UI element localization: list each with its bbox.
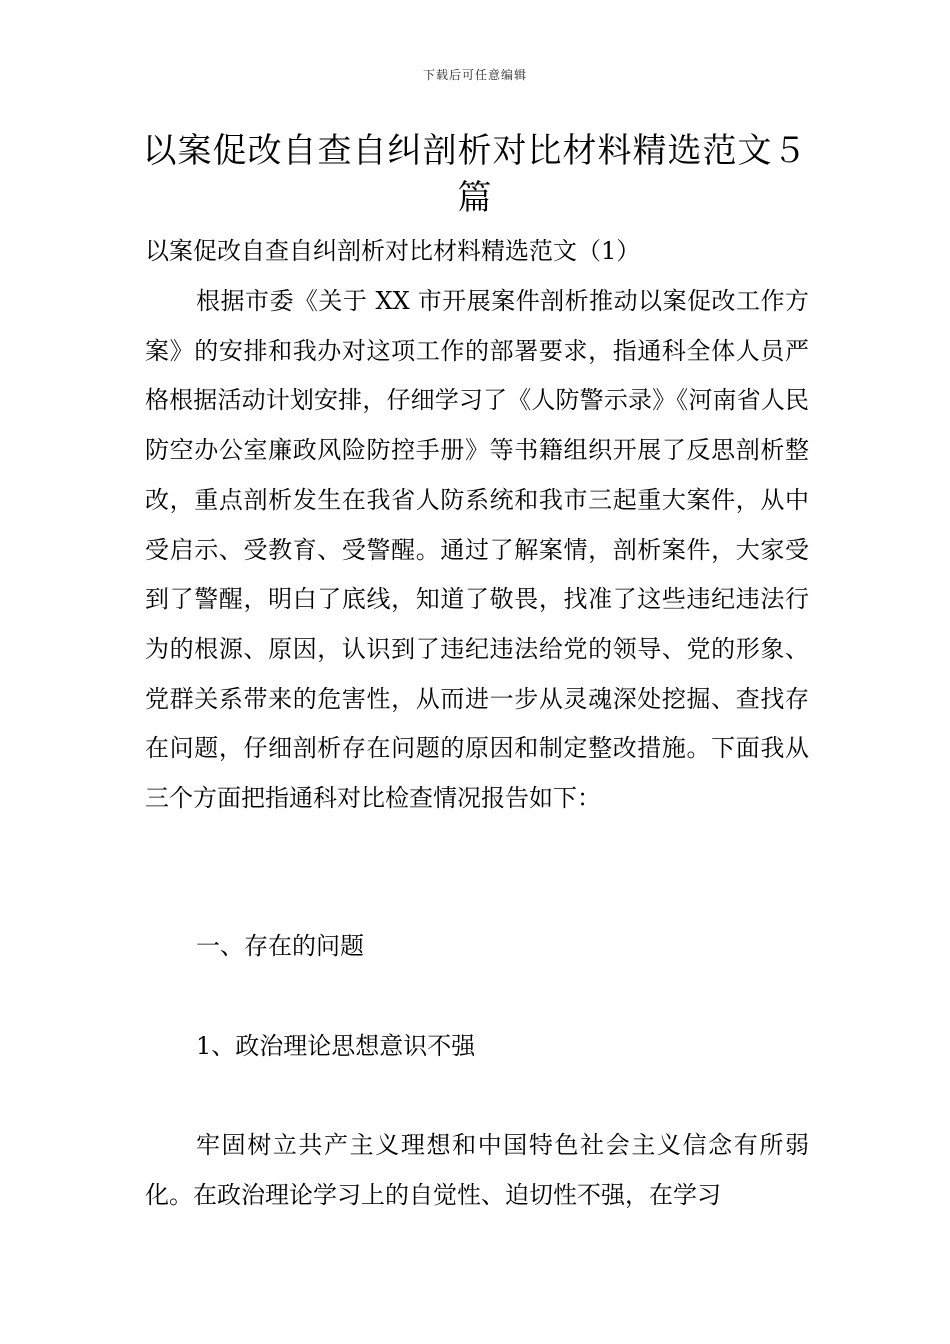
intro-paragraph: 根据市委《关于 XX 市开展案件剖析推动以案促改工作方案》的安排和我办对这项工作的部署要求，指通科全体人员严格根据活动计划安排，仔细学习了《人防警示录》《河南省人民防空办公室廉政风险防控手册》等书籍组织开展了反思剖析整改，重点剖析发生在我省人防系统和我市三起重大案件，从中受启示、受教育、受警醒。通过了解案情，剖析案件，大家受到了警醒，明白了底线，知道了敬畏，找准了这些违纪违法行为的根源、原因，认识到了违纪违法给党的领导、党的形象、党群关系带来的危害性，从而进一步从灵魂深处挖掘、查找存在问题，仔细剖析存在问题的原因和制定整改措施。下面我从三个方面把指通科对比检查情况报告如下： bbox=[145, 287, 809, 813]
document-title: 以案促改自查自纠剖析对比材料精选范文５篇 bbox=[142, 131, 808, 218]
header-note: 下载后可任意编辑 bbox=[422, 68, 527, 82]
section-heading: 一、存在的问题 bbox=[196, 932, 364, 960]
document-subtitle: 以案促改自查自纠剖析对比材料精选范文（1） bbox=[145, 237, 641, 265]
sub-heading: 1、政治理论思想意识不强 bbox=[196, 1032, 476, 1060]
body-paragraph: 牢固树立共产主义理想和中国特色社会主义信念有所弱化。在政治理论学习上的自觉性、迫切性不强，在学习 bbox=[145, 1131, 809, 1209]
